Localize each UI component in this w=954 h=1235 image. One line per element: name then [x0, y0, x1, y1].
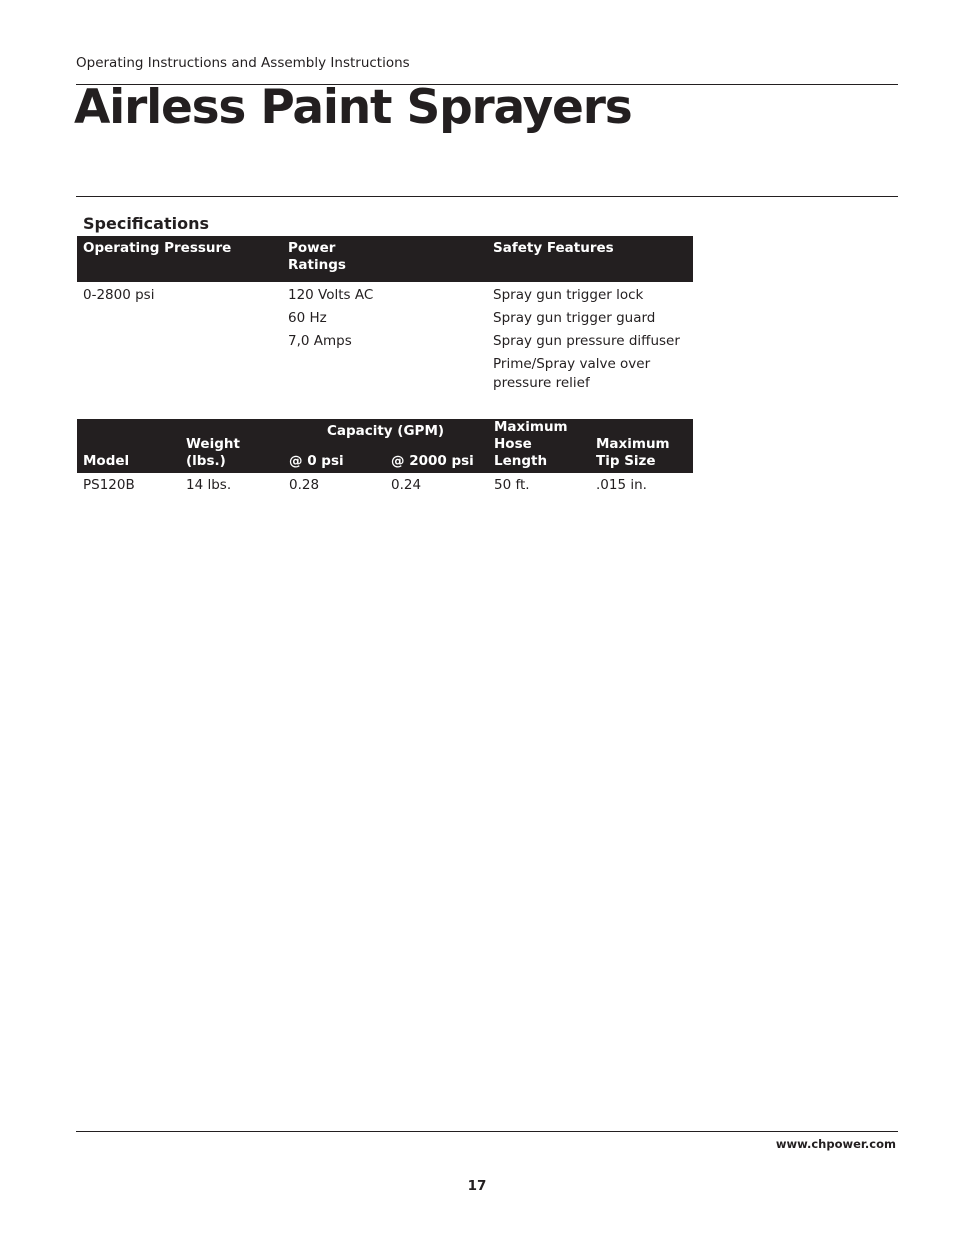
tip-header-line: Maximum — [596, 436, 670, 452]
model-table — [77, 419, 693, 497]
safety-features-cell — [487, 282, 693, 401]
column-header-capacity-0-psi: @ 0 psi — [283, 442, 385, 473]
capacity-2000-cell: 0.24 — [391, 477, 422, 493]
page-title: Airless Paint Sprayers — [74, 80, 632, 135]
power-rating-item: 120 Volts AC — [288, 287, 374, 303]
running-header: Operating Instructions and Assembly Instructions — [76, 55, 410, 71]
safety-feature-item: Spray gun trigger guard — [493, 310, 656, 326]
specifications-table — [77, 236, 693, 401]
safety-feature-item: Spray gun pressure diffuser — [493, 333, 680, 349]
column-header-max-hose-length — [488, 419, 590, 473]
hose-length-cell: 50 ft. — [494, 477, 530, 493]
column-header-weight — [180, 419, 283, 473]
hose-header-line: Hose Length — [494, 436, 548, 469]
column-header-max-tip-size — [590, 419, 693, 473]
power-ratings-cell — [282, 282, 487, 401]
hose-header-line: Maximum — [494, 419, 568, 435]
tip-header-line: Tip Size — [596, 453, 656, 469]
weight-cell: 14 lbs. — [186, 477, 232, 493]
power-ratings-header-line: Ratings — [288, 257, 346, 273]
safety-feature-item: Prime/Spray valve over pressure relief — [493, 356, 651, 391]
safety-feature-item: Spray gun trigger lock — [493, 287, 644, 303]
page-number: 17 — [467, 1178, 487, 1194]
column-header-operating-pressure: Operating Pressure — [77, 236, 282, 282]
section-title-specifications: Specifications — [83, 214, 209, 233]
table-header-row — [77, 236, 693, 282]
column-header-capacity-2000-psi: @ 2000 psi — [385, 442, 488, 473]
title-rule — [76, 196, 898, 197]
column-group-header-capacity: Capacity (GPM) — [283, 419, 488, 442]
capacity-0-cell: 0.28 — [289, 477, 320, 493]
column-header-safety-features: Safety Features — [487, 236, 693, 282]
operating-pressure-value: 0-2800 psi — [83, 287, 155, 303]
column-header-power-ratings — [282, 236, 487, 282]
weight-header-line: (lbs.) — [186, 453, 226, 469]
footer-rule — [76, 1131, 898, 1132]
table-header-row — [77, 419, 693, 442]
weight-header-line: Weight — [186, 436, 240, 452]
table-row — [77, 473, 693, 497]
power-rating-item: 7,0 Amps — [288, 333, 352, 349]
power-ratings-header-line: Power — [288, 240, 336, 256]
power-rating-item: 60 Hz — [288, 310, 327, 326]
model-cell: PS120B — [83, 477, 135, 493]
footer-website-link[interactable]: www.chpower.com — [775, 1137, 896, 1151]
table-row — [77, 282, 693, 401]
column-header-model: Model — [77, 419, 180, 473]
tip-size-cell: .015 in. — [596, 477, 647, 493]
